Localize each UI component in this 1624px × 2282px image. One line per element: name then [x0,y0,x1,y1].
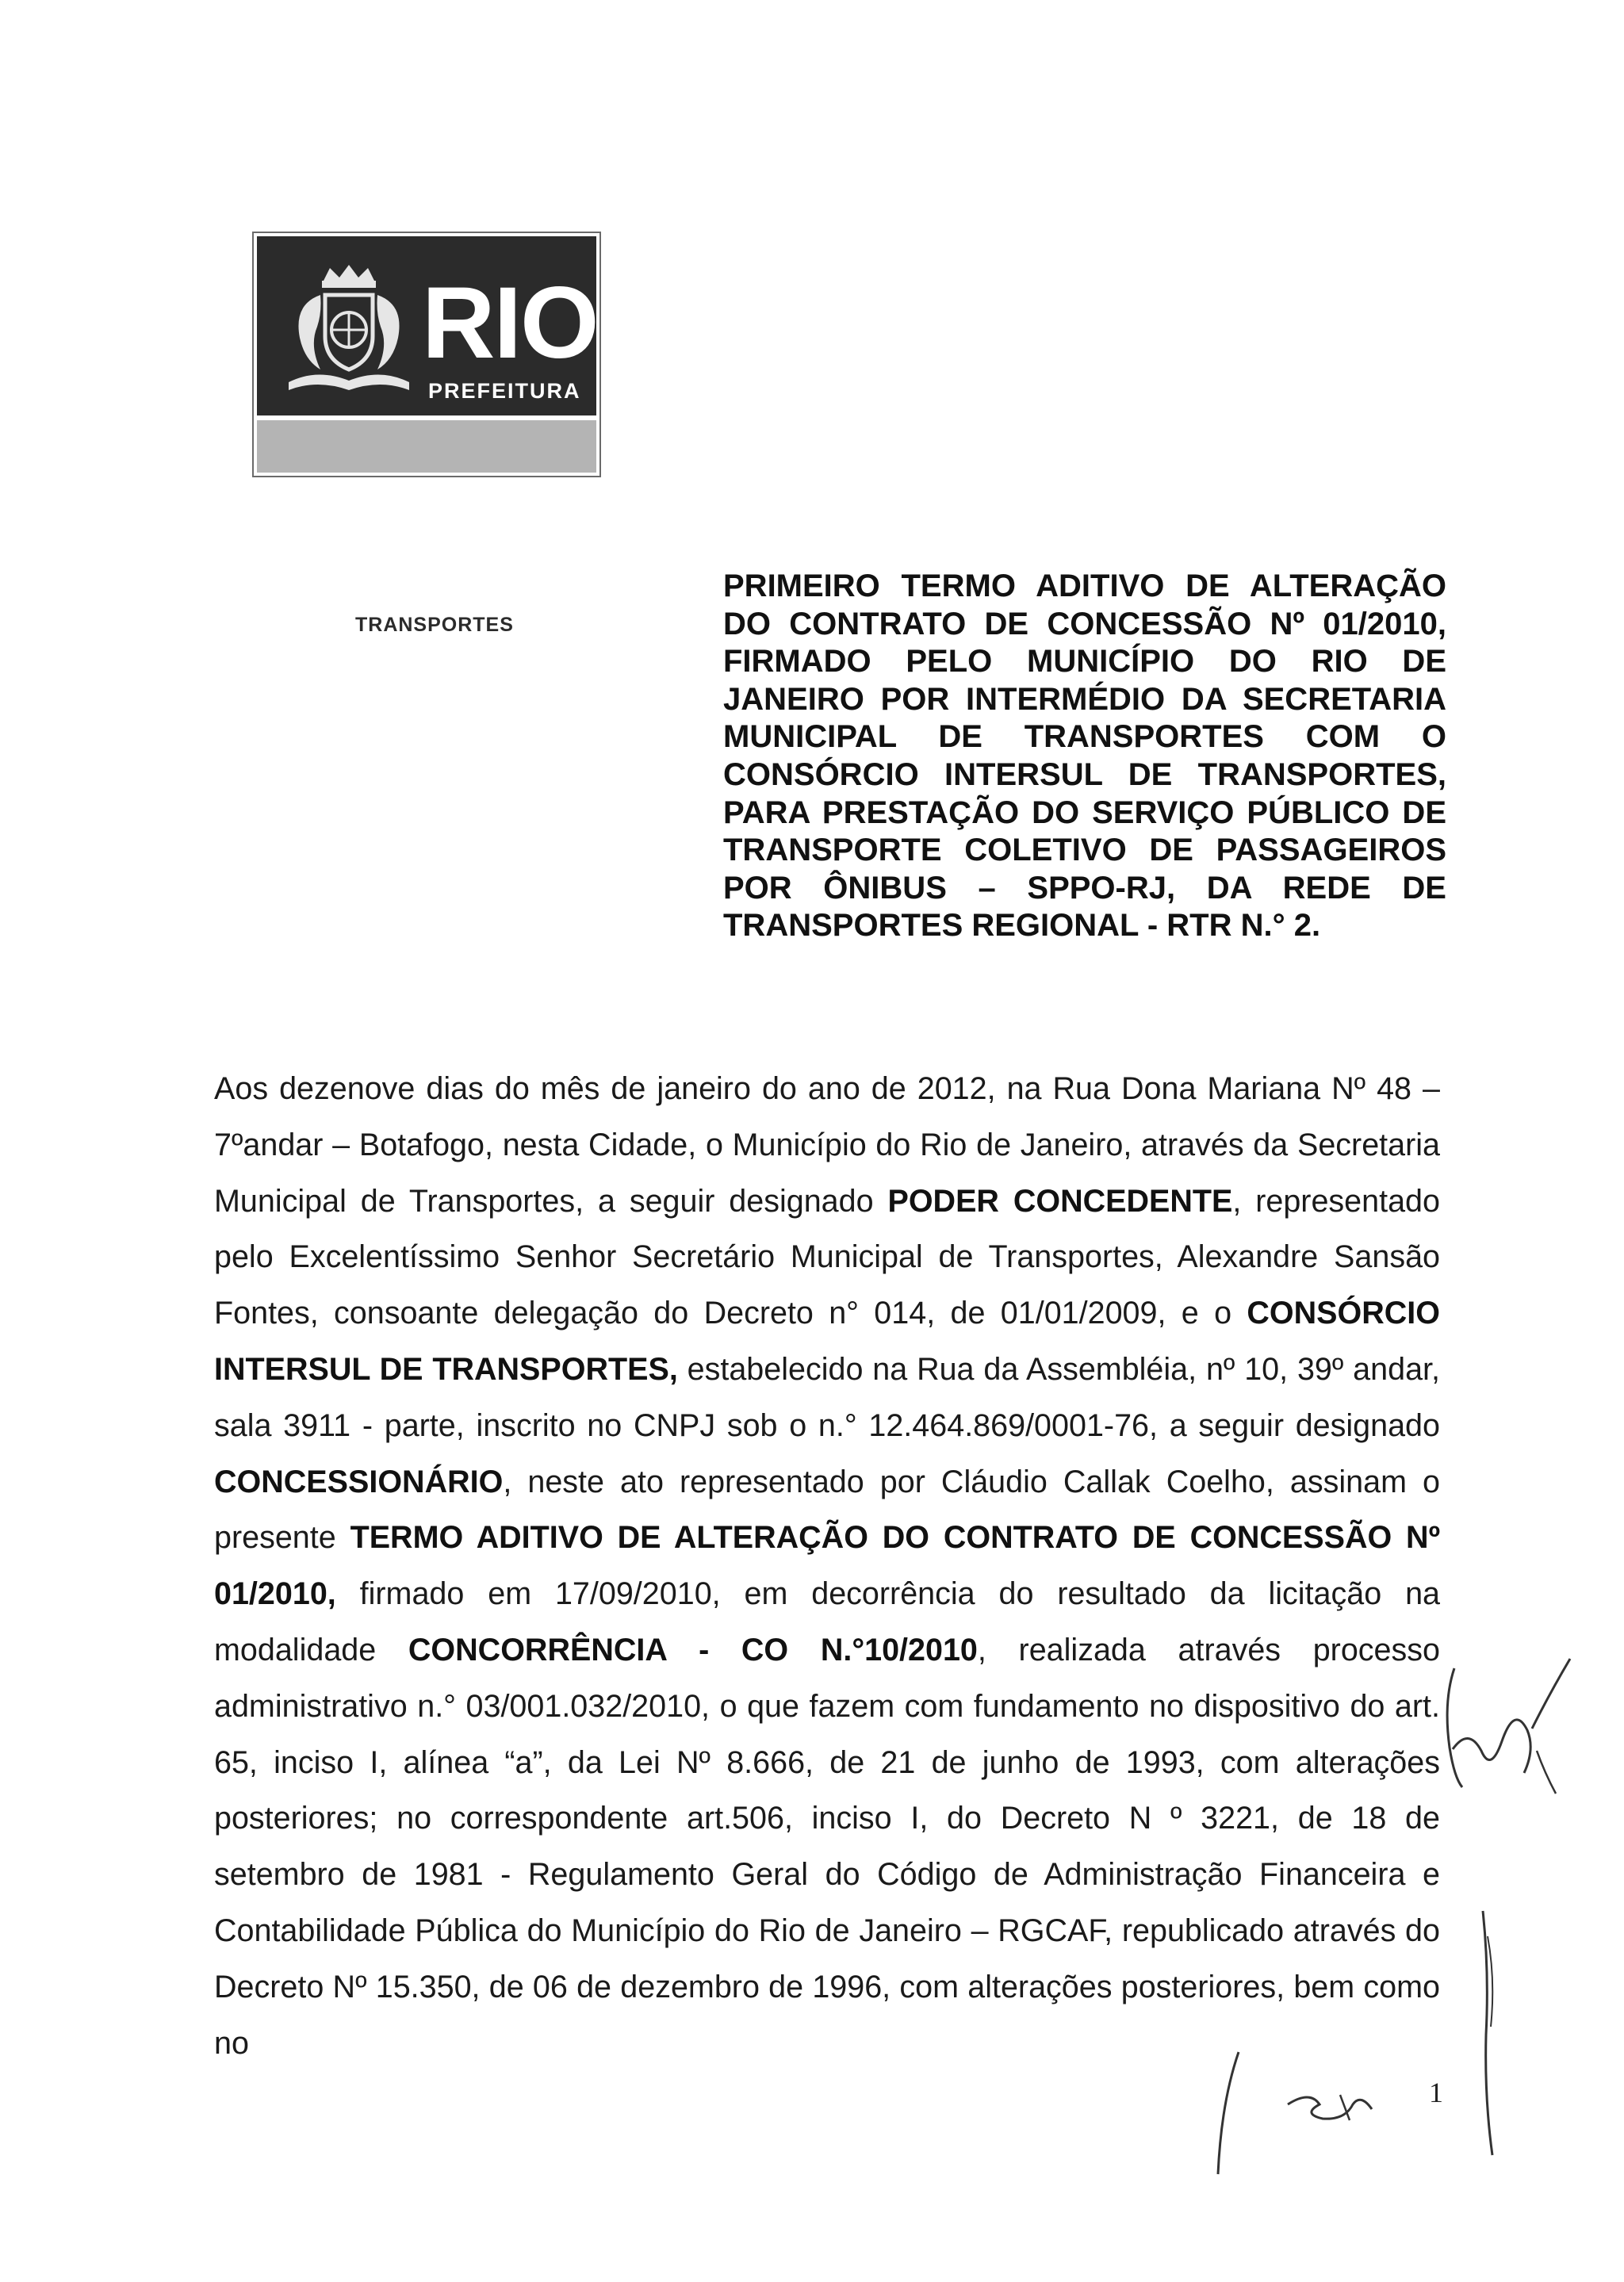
body-text-segment: , representado pelo Excelentíssimo Senhor Secretário Municipal de Transportes, Alexandre Sansão Fontes, consoante delegação do Decreto n° 014, de 01/01/2009, e o [214,1183,1440,1331]
city-crest-icon [278,263,420,398]
poder-concedente-term: PODER CONCEDENTE [887,1183,1233,1219]
body-text-segment: Aos dezenove dias do mês de janeiro do ano de 2012, na Rua Dona Mariana Nº 48 – 7ºandar – Botafogo, nesta Cidade, o Município do Rio de Janeiro, através da Secretaria Municipal de Transportes, a seguir designado [214,1071,1440,1219]
body-text-segment: , realizada através processo administrativo n.° 03/001.032/2010, o que fazem com fundamento no dispositivo do art. 65, inciso I, alínea “a”, da Lei Nº 8.666, de 21 de junho de 1993, com alterações posteriores; no correspondente art.506, inciso I, do Decreto N º 3221, de 18 de setembro de 1981 - Regulamento Geral do Código de Administração Financeira e Contabilidade Pública do Município do Rio de Janeiro – RGCAF, republicado através do Decreto Nº 15.350, de 06 de dezembro de 1996, com alterações posteriores, bem como no [214,1632,1440,2061]
termo-aditivo-term: TERMO ADITIVO DE ALTERAÇÃO DO CONTRATO DE CONCESSÃO Nº 01/2010, [214,1520,1440,1612]
consorcio-name-term: CONSÓRCIO INTERSUL DE TRANSPORTES, [214,1296,1440,1387]
logo-rio-text: RIO [422,266,598,380]
document-heading: PRIMEIRO TERMO ADITIVO DE ALTERAÇÃO DO CONTRATO DE CONCESSÃO Nº 01/2010, FIRMADO PELO MUNICÍPIO DO RIO DE JANEIRO POR INTERMÉDIO DA SECRETARIA MUNICIPAL DE TRANSPORTES COM O CONSÓRCIO INTERSUL DE TRANSPORTES, PARA PRESTAÇÃO DO SERVIÇO PÚBLICO DE TRANSPORTE COLETIVO DE PASSAGEIROS POR ÔNIBUS – SPPO-RJ, DA REDE DE TRANSPORTES REGIONAL - RTR N.° 2. [723,569,1446,944]
body-text-segment: firmado em 17/09/2010, em decorrência do resultado da licitação na modalidade [214,1576,1440,1667]
prefeitura-rio-logo [252,232,601,636]
body-text-segment: , neste ato representado por Cláudio Callak Coelho, assinam o presente [214,1464,1440,1556]
logo-gray-band [257,420,596,636]
handwritten-initials [1437,1654,1580,1844]
concessionario-term: CONCESSIONÁRIO [214,1464,504,1499]
logo-prefeitura-text: PREFEITURA [428,379,581,403]
concorrencia-term: CONCORRÊNCIA - CO N.°10/2010 [408,1632,978,1667]
body-text-segment: estabelecido na Rua da Assembléia, nº 10, 39º andar, sala 3911 - parte, inscrito no CNPJ sob o n.° 12.464.869/0001-76, a seguir designado [214,1351,1440,1443]
contract-body-paragraph [214,1061,1440,2071]
page-number: 1 [1429,2077,1443,2108]
logo-department-text: TRANSPORTES [355,614,514,636]
handwritten-vertical-rubric [1469,1908,1508,2161]
logo-dark-panel [257,236,596,415]
